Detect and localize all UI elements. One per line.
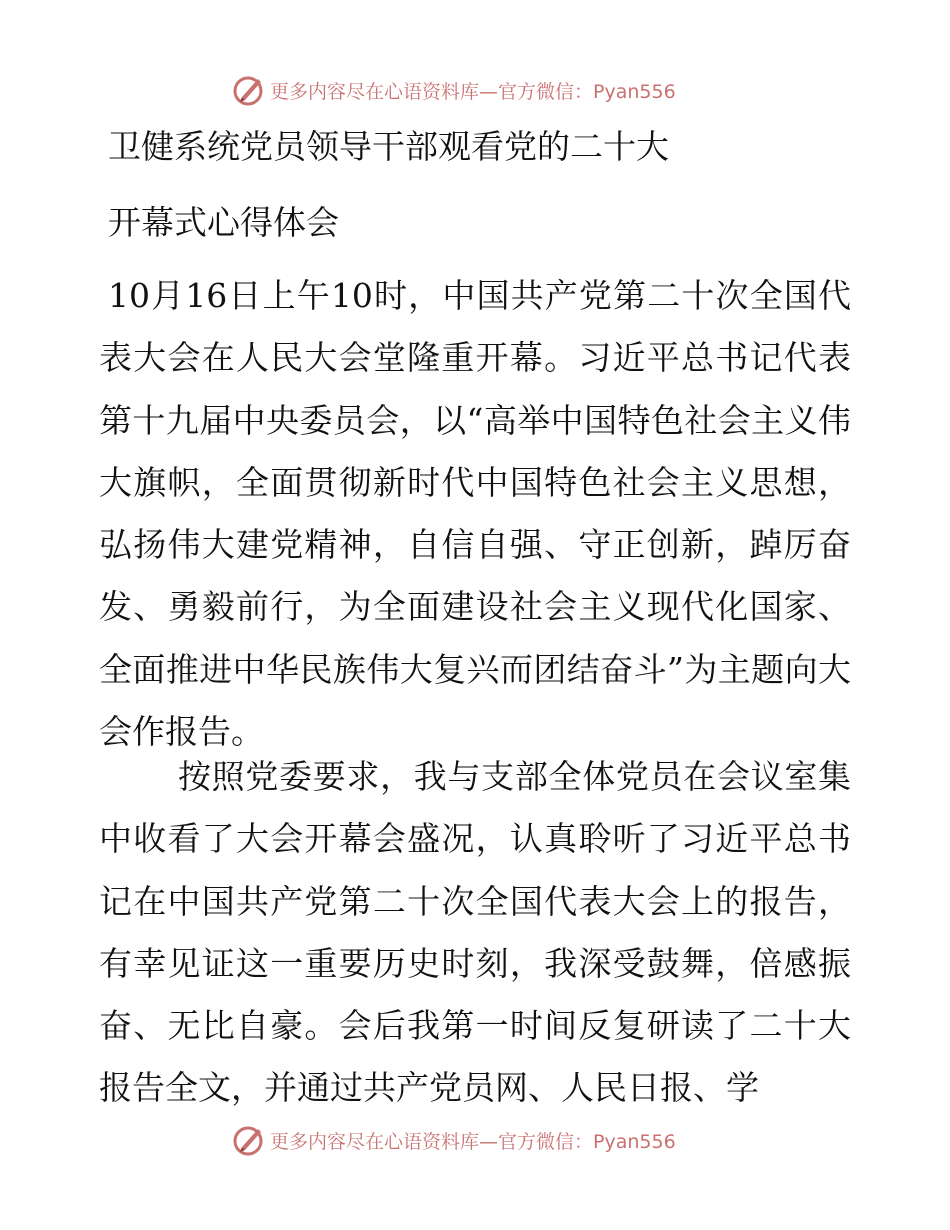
watermark-text: 更多内容尽在心语资料库—官方微信：Pyan556: [270, 1130, 676, 1153]
pen-circle-logo-icon: [232, 73, 266, 107]
body-paragraph-1: 10月16日上午10时，中国共产党第二十次全国代表大会在人民大会堂隆重开幕。习近平总书记代表第十九届中央委员会，以“高举中国特色社会主义伟大旗帜，全面贯彻新时代中国特色社会主义思想，弘扬伟大建党精神，自信自强、守正创新，踔厉奋发、勇毅前行，为全面建设社会主义现代化国家、全面推进中华民族伟大复兴而团结奋斗”为主题向大会作报告。: [99, 276, 851, 752]
pen-circle-logo-icon: [232, 1123, 266, 1157]
watermark-text: 更多内容尽在心语资料库—官方微信：Pyan556: [270, 80, 676, 103]
document-title-line-2: 开幕式心得体会: [108, 203, 339, 242]
footer-watermark: [232, 1122, 676, 1158]
body-paragraph-2: 按照党委要求，我与支部全体党员在会议室集中收看了大会开幕会盛况，认真聆听了习近平总书记在中国共产党第二十次全国代表大会上的报告，有幸见证这一重要历史时刻，我深受鼓舞，倍感振奋、无比自豪。会后我第一时间反复研读了二十大报告全文，并通过共产党员网、人民日报、学: [99, 757, 851, 1108]
document-title-line-1: 卫健系统党员领导干部观看党的二十大: [108, 127, 669, 166]
header-watermark: [232, 72, 676, 108]
